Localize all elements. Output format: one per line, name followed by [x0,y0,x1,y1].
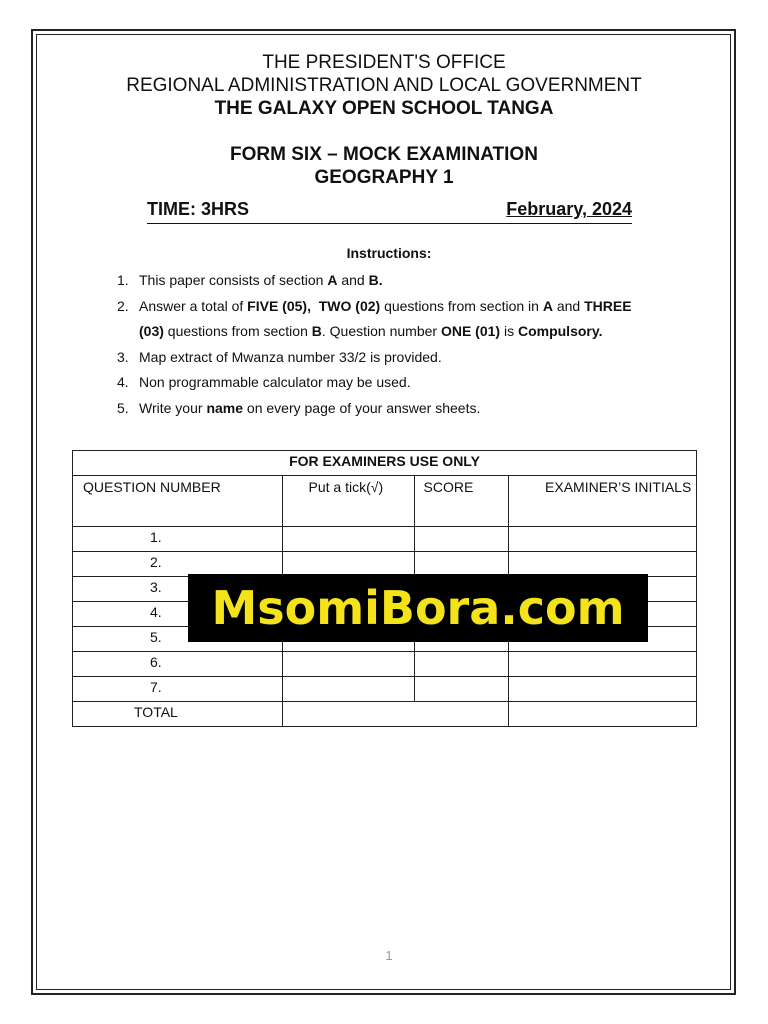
exam-time: TIME: 3HRS [147,199,250,219]
subject-title: GEOGRAPHY 1 [314,167,454,188]
question-number: 7. [73,677,283,702]
table-row [73,677,697,702]
tick-cell[interactable] [282,527,414,552]
total-initials-cell[interactable] [509,702,697,727]
score-cell[interactable] [414,677,509,702]
initials-cell[interactable] [509,652,697,677]
watermark-banner [188,574,648,642]
total-label: TOTAL [73,702,283,727]
question-number: 1. [73,527,283,552]
instruction-item: 1. This paper consists of section A and B. [117,272,383,288]
initials-cell[interactable] [509,552,697,577]
question-number: 3. [73,577,283,602]
administration-title: REGIONAL ADMINISTRATION AND LOCAL GOVERNMENT [126,75,642,96]
table-row [73,527,697,552]
watermark-text: MsomiBora.com [211,581,625,635]
header-examiners-initials: EXAMINER’S INITIALS [509,476,697,527]
instructions-list [117,268,717,421]
score-cell[interactable] [414,527,509,552]
total-score-cell[interactable] [282,702,509,727]
page-number: 1 [385,948,393,963]
tick-cell[interactable] [282,652,414,677]
question-number: 5. [73,627,283,652]
time-date-row [147,199,632,224]
question-number: 4. [73,602,283,627]
header-score: SCORE [414,476,509,527]
tick-cell[interactable] [282,552,414,577]
instruction-item: 4. Non programmable calculator may be used. [117,374,411,390]
initials-cell[interactable] [509,677,697,702]
question-number: 6. [73,652,283,677]
instruction-item: 5. Write your name on every page of your answer sheets. [117,399,481,416]
school-name: THE GALAXY OPEN SCHOOL TANGA [214,98,554,119]
score-cell[interactable] [414,652,509,677]
header-question-number: QUESTION NUMBER [73,476,283,527]
header-put-a-tick: Put a tick(√) [282,476,414,527]
instruction-item: 2. Answer a total of FIVE (05), TWO (02) questions from section in A and THREE [117,297,632,314]
initials-cell[interactable] [509,527,697,552]
table-row [73,552,697,577]
total-row [73,702,697,727]
table-row [73,652,697,677]
tick-cell[interactable] [282,677,414,702]
office-title: THE PRESIDENT'S OFFICE [262,52,506,73]
exam-date: February, 2024 [506,199,632,219]
score-cell[interactable] [414,552,509,577]
exam-title: FORM SIX – MOCK EXAMINATION [230,144,538,165]
instruction-item: 3. Map extract of Mwanza number 33/2 is provided. [117,348,442,365]
table-caption: FOR EXAMINERS USE ONLY [73,451,697,476]
instruction-item-continued: (03) questions from section B. Question number ONE (01) is Compulsory. [139,323,603,339]
question-number: 2. [73,552,283,577]
instructions-title: Instructions: [346,245,432,261]
